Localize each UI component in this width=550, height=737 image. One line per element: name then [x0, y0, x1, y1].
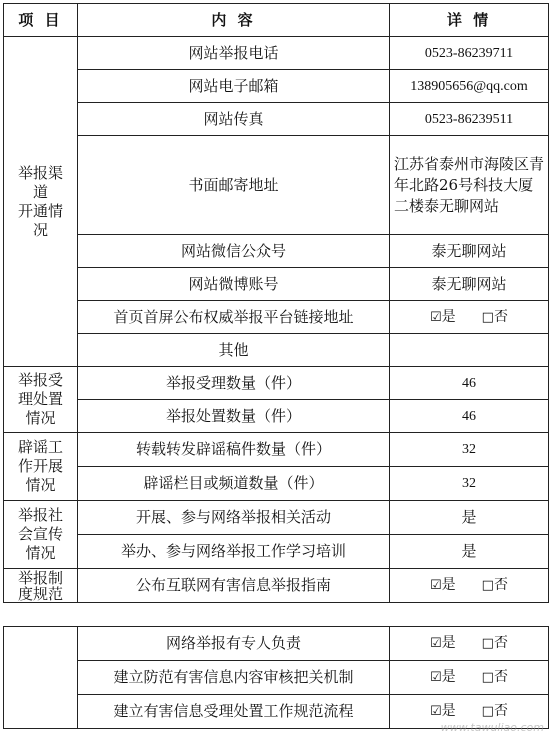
row-value: 是	[390, 535, 549, 569]
table-row	[4, 70, 549, 103]
row-value: ☑是 □否	[390, 569, 549, 603]
checked-box-icon: ☑	[430, 670, 442, 685]
row-value: 138905656@qq.com	[390, 70, 549, 103]
row-label: 其他	[78, 334, 390, 367]
row-value: 是	[390, 501, 549, 535]
category-handling: 举报受 理处置 情况	[4, 367, 78, 433]
row-label: 网络举报有专人负责	[78, 627, 390, 661]
table-row	[4, 334, 549, 367]
row-label: 建立有害信息受理处置工作规范流程	[78, 695, 390, 729]
row-label: 建立防范有害信息内容审核把关机制	[78, 661, 390, 695]
table-row	[4, 535, 549, 569]
row-value	[390, 334, 549, 367]
table-row	[4, 627, 549, 661]
row-label: 首页首屏公布权威举报平台链接地址	[78, 301, 390, 334]
checked-box-icon: ☑	[430, 704, 442, 719]
row-value: ☑是 □否	[390, 661, 549, 695]
watermark: www.tawuliao.com	[440, 721, 544, 734]
row-label: 网站电子邮箱	[78, 70, 390, 103]
table-row	[4, 661, 549, 695]
table-row	[4, 569, 549, 603]
table-row	[4, 433, 549, 467]
checked-box-icon: ☑	[430, 578, 442, 593]
report-info-table	[3, 3, 549, 603]
row-label: 开展、参与网络举报相关活动	[78, 501, 390, 535]
checked-box-icon: ☑	[430, 636, 442, 651]
header-content: 内 容	[78, 4, 390, 37]
category-system: 举报制 度规范	[4, 569, 78, 603]
row-value: ☑是 □否	[390, 695, 549, 729]
row-label: 公布互联网有害信息举报指南	[78, 569, 390, 603]
table-row	[4, 400, 549, 433]
row-label: 书面邮寄地址	[78, 136, 390, 235]
category-channels: 举报渠 道 开通情 况	[4, 37, 78, 367]
row-label: 转载转发辟谣稿件数量（件）	[78, 433, 390, 467]
category-rumor: 辟谣工 作开展 情况	[4, 433, 78, 501]
row-label: 网站传真	[78, 103, 390, 136]
unchecked-box-icon: □	[481, 670, 494, 685]
row-label: 举报受理数量（件）	[78, 367, 390, 400]
row-value: 泰无聊网站	[390, 235, 549, 268]
row-label: 网站微信公众号	[78, 235, 390, 268]
row-label: 网站微博账号	[78, 268, 390, 301]
table-row	[4, 367, 549, 400]
unchecked-box-icon: □	[481, 578, 494, 593]
row-value: 46	[390, 367, 549, 400]
table-row	[4, 467, 549, 501]
row-value: 46	[390, 400, 549, 433]
report-info-table-continued	[3, 626, 549, 729]
table-row	[4, 37, 549, 70]
table-row	[4, 235, 549, 268]
table-row	[4, 103, 549, 136]
header-item: 项 目	[4, 4, 78, 37]
row-value: 0523-86239511	[390, 103, 549, 136]
row-value: ☑是 □否	[390, 301, 549, 334]
unchecked-box-icon: □	[481, 704, 494, 719]
row-label: 辟谣栏目或频道数量（件）	[78, 467, 390, 501]
row-label: 举报处置数量（件）	[78, 400, 390, 433]
row-value: 0523-86239711	[390, 37, 549, 70]
row-value: 江苏省泰州市海陵区青年北路26号科技大厦二楼泰无聊网站	[390, 136, 549, 235]
row-value: 32	[390, 433, 549, 467]
header-detail: 详 情	[390, 4, 549, 37]
table-row	[4, 501, 549, 535]
row-value: 泰无聊网站	[390, 268, 549, 301]
table-row	[4, 136, 549, 235]
row-label: 网站举报电话	[78, 37, 390, 70]
row-value: 32	[390, 467, 549, 501]
category-system-continued	[4, 627, 78, 729]
category-promotion: 举报社 会宣传 情况	[4, 501, 78, 569]
table-row	[4, 268, 549, 301]
unchecked-box-icon: □	[481, 309, 494, 325]
unchecked-box-icon: □	[481, 636, 494, 651]
row-label: 举办、参与网络举报工作学习培训	[78, 535, 390, 569]
checked-box-icon: ☑	[430, 309, 442, 325]
table-row	[4, 301, 549, 334]
row-value: ☑是 □否	[390, 627, 549, 661]
